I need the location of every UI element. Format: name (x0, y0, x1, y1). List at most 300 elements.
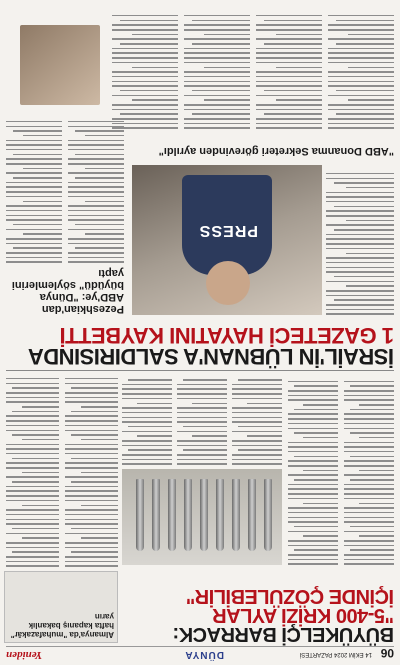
text-line (65, 486, 118, 488)
text-line (6, 149, 62, 151)
journalist-photo (132, 165, 322, 315)
text-line (22, 537, 59, 539)
press-vest (182, 175, 272, 275)
text-line (177, 407, 227, 409)
text-line (75, 224, 124, 226)
text-line (344, 390, 394, 392)
text-line (344, 460, 394, 462)
text-line (326, 201, 394, 203)
text-line (326, 192, 394, 194)
text-line (344, 465, 394, 467)
text-line (12, 528, 59, 530)
text-line (6, 523, 59, 525)
politician-photo (20, 25, 100, 105)
text-line (112, 57, 178, 59)
text-line (6, 144, 62, 146)
text-line (192, 43, 250, 45)
text-line (65, 425, 118, 427)
text-line (348, 67, 394, 69)
text-column (232, 373, 282, 465)
text-line (132, 34, 178, 36)
text-line (177, 440, 227, 442)
text-line (288, 564, 338, 566)
text-line (326, 239, 394, 241)
text-line (326, 215, 394, 217)
text-line (247, 403, 282, 405)
text-line (6, 187, 62, 189)
text-line (256, 48, 322, 50)
text-line (344, 554, 394, 556)
text-line (6, 191, 62, 193)
text-line (6, 514, 59, 516)
text-line (85, 233, 124, 235)
article-text-block (110, 7, 394, 129)
text-line (326, 173, 394, 175)
text-line (192, 403, 227, 405)
text-line (65, 547, 118, 549)
text-line (177, 398, 227, 400)
text-line (276, 99, 322, 101)
text-line (6, 453, 59, 455)
text-line (288, 418, 338, 420)
text-line (177, 421, 227, 423)
text-line (256, 85, 322, 87)
text-line (177, 431, 227, 433)
text-line (122, 407, 172, 409)
text-line (6, 533, 59, 535)
text-line (359, 437, 394, 439)
text-line (65, 392, 118, 394)
text-line (122, 445, 172, 447)
text-line (128, 426, 172, 428)
text-line (68, 215, 124, 217)
text-line (122, 389, 172, 391)
text-line (13, 154, 62, 156)
text-line (326, 257, 394, 259)
section-divider (6, 370, 394, 371)
sidebar-box (4, 571, 118, 643)
text-line (65, 495, 118, 497)
text-line (204, 34, 250, 36)
text-line (184, 29, 250, 31)
text-column (344, 375, 394, 565)
text-line (65, 444, 118, 446)
text-line (288, 493, 338, 495)
text-line (177, 464, 227, 466)
text-line (6, 163, 62, 165)
text-column (6, 113, 62, 263)
text-line (122, 454, 172, 456)
text-line (68, 163, 124, 165)
text-line (184, 53, 250, 55)
text-line (184, 15, 250, 17)
text-line (238, 449, 282, 451)
text-line (238, 379, 282, 381)
text-line (247, 435, 282, 437)
second-headline (6, 325, 394, 367)
text-line (71, 551, 118, 553)
text-line (112, 38, 178, 40)
text-line (122, 417, 172, 419)
text-line (288, 489, 338, 491)
text-line (344, 489, 394, 491)
text-line (232, 445, 282, 447)
text-line (68, 172, 124, 174)
text-line (294, 409, 338, 411)
text-line (184, 48, 250, 50)
text-line (6, 401, 59, 403)
main-headline (124, 586, 394, 643)
text-line (350, 385, 394, 387)
text-line (68, 219, 124, 221)
text-line (232, 431, 282, 433)
text-line (256, 15, 322, 17)
sidebar-box-title: Almanya'da "muhafazakâr" hafta kapanış bakanlık yarın (10, 612, 114, 639)
text-line (256, 57, 322, 59)
text-line (22, 472, 59, 474)
text-line (68, 182, 124, 184)
text-line (256, 29, 322, 31)
text-line (6, 476, 59, 478)
text-column (328, 7, 394, 129)
text-line (65, 519, 118, 521)
text-line (350, 432, 394, 434)
text-line (22, 439, 59, 441)
text-line (6, 416, 59, 418)
text-line (184, 81, 250, 83)
text-line (336, 90, 394, 92)
text-line (326, 234, 394, 236)
press-label: PRESS (198, 222, 258, 239)
text-line (184, 85, 250, 87)
text-line (204, 67, 250, 69)
text-line (184, 71, 250, 73)
text-line (184, 57, 250, 59)
text-line (350, 479, 394, 481)
text-line (184, 24, 250, 26)
text-line (75, 247, 124, 249)
text-line (359, 503, 394, 505)
text-line (348, 34, 394, 36)
text-line (112, 81, 178, 83)
text-line (6, 500, 59, 502)
text-line (264, 113, 322, 115)
text-column (6, 373, 59, 567)
text-line (112, 123, 178, 125)
text-line (81, 406, 118, 408)
text-line (256, 76, 322, 78)
text-column (256, 7, 322, 129)
text-line (328, 15, 394, 17)
text-line (328, 76, 394, 78)
text-line (288, 521, 338, 523)
text-line (177, 454, 227, 456)
text-line (6, 229, 62, 231)
text-line (177, 389, 227, 391)
text-line (65, 467, 118, 469)
text-line (288, 559, 338, 561)
text-line (6, 158, 62, 160)
headline-line-3: İÇİNDE ÇÖZÜLEBİLİR" (186, 585, 394, 607)
text-line (294, 385, 338, 387)
text-line (81, 537, 118, 539)
text-line (128, 379, 172, 381)
text-line (23, 233, 62, 235)
text-line (232, 421, 282, 423)
text-line (6, 566, 59, 568)
text-line (256, 123, 322, 125)
text-line (6, 430, 59, 432)
text-line (232, 384, 282, 386)
text-line (232, 454, 282, 456)
text-line (344, 474, 394, 476)
text-line (112, 109, 178, 111)
text-line (120, 113, 178, 115)
text-line (328, 71, 394, 73)
text-line (6, 392, 59, 394)
text-line (326, 224, 394, 226)
text-line (344, 512, 394, 514)
text-line (6, 378, 59, 380)
text-line (192, 435, 227, 437)
text-line (288, 395, 338, 397)
text-line (85, 135, 124, 137)
text-line (334, 182, 394, 184)
text-line (334, 206, 394, 208)
article-text-block (122, 373, 282, 465)
text-line (184, 123, 250, 125)
text-line (132, 99, 178, 101)
text-column (122, 373, 172, 465)
text-line (334, 299, 394, 301)
text-line (344, 414, 394, 416)
text-line (65, 378, 118, 380)
text-line (112, 62, 178, 64)
text-line (344, 493, 394, 495)
article-text-block (326, 165, 394, 315)
text-line (75, 130, 124, 132)
text-line (12, 551, 59, 553)
text-line (6, 383, 59, 385)
text-line (326, 262, 394, 264)
text-line (326, 271, 394, 273)
text-line (232, 398, 282, 400)
masthead (6, 646, 394, 661)
text-line (294, 432, 338, 434)
text-line (13, 247, 62, 249)
text-line (303, 503, 338, 505)
text-line (6, 238, 62, 240)
text-line (6, 215, 62, 217)
text-line (177, 417, 227, 419)
text-line (6, 467, 59, 469)
text-line (68, 238, 124, 240)
text-line (68, 243, 124, 245)
text-line (344, 423, 394, 425)
text-line (6, 140, 62, 142)
text-line (328, 29, 394, 31)
text-line (23, 168, 62, 170)
text-line (232, 407, 282, 409)
text-line (12, 458, 59, 460)
text-line (122, 421, 172, 423)
text-line (256, 118, 322, 120)
text-line (68, 257, 124, 259)
text-line (350, 526, 394, 528)
text-line (68, 140, 124, 142)
text-line (68, 262, 124, 264)
text-line (336, 43, 394, 45)
text-line (336, 20, 394, 22)
text-line (344, 521, 394, 523)
text-line (112, 53, 178, 55)
text-line (184, 109, 250, 111)
text-line (68, 210, 124, 212)
text-line (68, 149, 124, 151)
text-line (326, 290, 394, 292)
text-line (288, 451, 338, 453)
text-line (184, 104, 250, 106)
headline-line-2: 1 GAZETECİ HAYATINI KAYBETTİ (60, 323, 394, 348)
text-line (120, 20, 178, 22)
text-column (326, 165, 394, 315)
text-line (328, 38, 394, 40)
text-line (288, 517, 338, 519)
text-line (288, 446, 338, 448)
text-line (112, 95, 178, 97)
text-line (232, 459, 282, 461)
text-line (75, 154, 124, 156)
text-line (183, 379, 227, 381)
text-line (326, 295, 394, 297)
text-line (112, 104, 178, 106)
text-line (326, 281, 394, 283)
text-line (120, 90, 178, 92)
text-line (112, 24, 178, 26)
text-line (344, 507, 394, 509)
text-line (75, 177, 124, 179)
text-line (65, 500, 118, 502)
text-line (65, 476, 118, 478)
text-line (65, 453, 118, 455)
text-line (256, 109, 322, 111)
text-line (232, 412, 282, 414)
article-text-block (286, 375, 394, 565)
text-line (276, 34, 322, 36)
text-line (288, 531, 338, 533)
text-line (328, 24, 394, 26)
text-line (288, 414, 338, 416)
text-line (122, 398, 172, 400)
text-line (184, 95, 250, 97)
text-line (238, 426, 282, 428)
text-line (346, 220, 394, 222)
text-line (232, 464, 282, 466)
text-line (328, 62, 394, 64)
text-line (288, 474, 338, 476)
text-line (184, 76, 250, 78)
text-line (288, 512, 338, 514)
text-line (65, 523, 118, 525)
text-line (6, 448, 59, 450)
text-line (68, 196, 124, 198)
text-line (122, 459, 172, 461)
text-line (288, 399, 338, 401)
text-line (6, 495, 59, 497)
text-line (256, 95, 322, 97)
journalist-face (206, 261, 250, 305)
text-line (328, 57, 394, 59)
text-line (6, 262, 62, 264)
text-line (132, 67, 178, 69)
text-line (112, 29, 178, 31)
text-line (344, 545, 394, 547)
text-line (336, 113, 394, 115)
text-line (184, 128, 250, 130)
text-line (122, 440, 172, 442)
text-line (12, 411, 59, 413)
text-line (65, 420, 118, 422)
text-line (359, 535, 394, 537)
text-line (71, 434, 118, 436)
text-line (137, 435, 172, 437)
text-line (23, 201, 62, 203)
text-line (68, 191, 124, 193)
text-line (288, 484, 338, 486)
text-line (344, 399, 394, 401)
text-line (328, 95, 394, 97)
text-line (256, 81, 322, 83)
text-line (256, 53, 322, 55)
missile-photo (122, 469, 282, 565)
text-line (346, 187, 394, 189)
text-line (6, 257, 62, 259)
text-line (6, 219, 62, 221)
text-line (112, 128, 178, 130)
text-line (65, 566, 118, 568)
text-line (350, 456, 394, 458)
text-line (344, 451, 394, 453)
text-line (6, 547, 59, 549)
text-line (6, 486, 59, 488)
text-line (112, 71, 178, 73)
text-line (6, 210, 62, 212)
text-line (65, 401, 118, 403)
text-line (65, 448, 118, 450)
text-line (344, 442, 394, 444)
text-line (6, 397, 59, 399)
text-line (65, 397, 118, 399)
text-line (344, 395, 394, 397)
text-line (346, 285, 394, 287)
text-line (288, 423, 338, 425)
text-line (128, 449, 172, 451)
text-line (22, 505, 59, 507)
text-line (122, 384, 172, 386)
text-line (276, 67, 322, 69)
text-line (344, 559, 394, 561)
text-line (232, 417, 282, 419)
text-line (65, 416, 118, 418)
section-title: DÜNYA (184, 649, 224, 660)
text-line (71, 528, 118, 530)
text-line (71, 411, 118, 413)
text-line (6, 491, 59, 493)
text-line (256, 62, 322, 64)
text-line (326, 304, 394, 306)
text-line (328, 128, 394, 130)
text-line (344, 381, 394, 383)
